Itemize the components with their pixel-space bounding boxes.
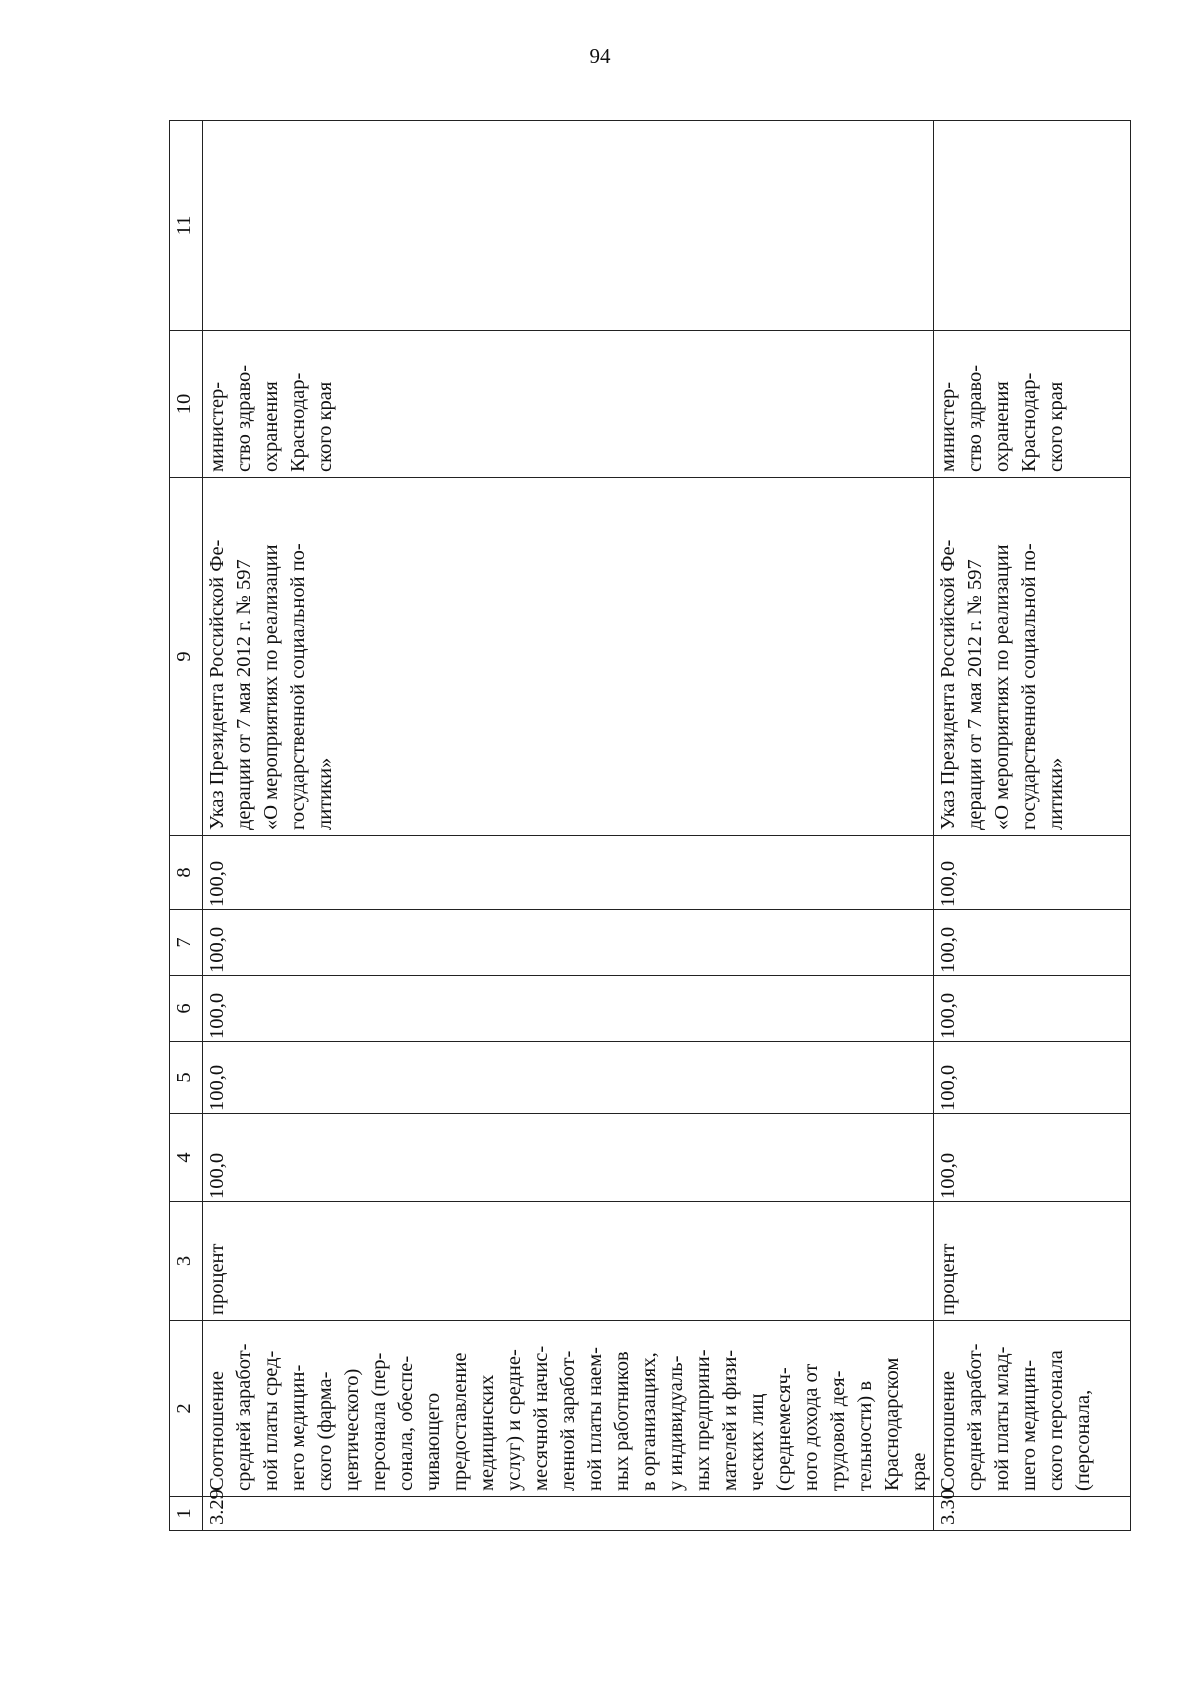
value-cell: 100,0 [203, 976, 934, 1042]
rotated-table-wrapper [169, 121, 1127, 1531]
row-number: 3.29 [203, 1497, 934, 1531]
column-number-cell: 7 [170, 910, 203, 976]
value-cell: 100,0 [934, 1114, 1131, 1202]
column-number-cell: 1 [170, 1497, 203, 1531]
column-number-cell: 6 [170, 976, 203, 1042]
unit-cell: процент [203, 1202, 934, 1321]
value-cell: 100,0 [934, 976, 1131, 1042]
indicator-table-frame [169, 121, 1127, 1531]
legal-basis-cell: Указ Президента Российской Фе- дерации от 7 мая 2012 г. № 597 «О мероприятиях по реализации государственной социальной по- литики» [203, 478, 934, 836]
column-number-cell: 2 [170, 1321, 203, 1497]
column-number-cell: 8 [170, 836, 203, 910]
table-row [203, 121, 934, 1531]
legal-basis-cell: Указ Президента Российской Фе- дерации от 7 мая 2012 г. № 597 «О мероприятиях по реализации государственной социальной по- литики» [934, 478, 1131, 836]
table-row [934, 121, 1131, 1531]
responsible-org-cell: министер- ство здраво- охранения Краснодар- ского края [934, 331, 1131, 478]
value-cell: 100,0 [203, 910, 934, 976]
value-cell: 100,0 [203, 836, 934, 910]
note-cell [203, 121, 934, 331]
column-number-cell: 4 [170, 1114, 203, 1202]
indicator-name: Соотношение средней заработ- ной платы сред- него медицин- ского (фарма- цевтического) персонала (пер- сонала, обеспе- чивающего предоставление медицинских услуг) и средне- месячной начис- ленной заработ- ной платы наем- ных работников в организациях, у индивидуаль- ных предприни- мателей и физи- ческих лиц (среднемесяч- ного дохода от трудовой дея- тельности) в Краснодарском крае [203, 1321, 934, 1497]
column-number-cell: 11 [170, 121, 203, 331]
value-cell: 100,0 [934, 910, 1131, 976]
column-number-cell: 3 [170, 1202, 203, 1321]
column-number-header-row [170, 121, 203, 1531]
column-number-cell: 5 [170, 1042, 203, 1114]
unit-cell: процент [934, 1202, 1131, 1321]
note-cell [934, 121, 1131, 331]
indicator-table [169, 120, 1131, 1531]
value-cell: 100,0 [934, 836, 1131, 910]
value-cell: 100,0 [203, 1042, 934, 1114]
row-number: 3.30 [934, 1497, 1131, 1531]
indicator-name: Соотношение средней заработ- ной платы млад- шего медицин- ского персонала (персонала, [934, 1321, 1131, 1497]
value-cell: 100,0 [934, 1042, 1131, 1114]
responsible-org-cell: министер- ство здраво- охранения Краснодар- ского края [203, 331, 934, 478]
column-number-cell: 9 [170, 478, 203, 836]
page-number: 94 [589, 44, 611, 68]
value-cell: 100,0 [203, 1114, 934, 1202]
column-number-cell: 10 [170, 331, 203, 478]
